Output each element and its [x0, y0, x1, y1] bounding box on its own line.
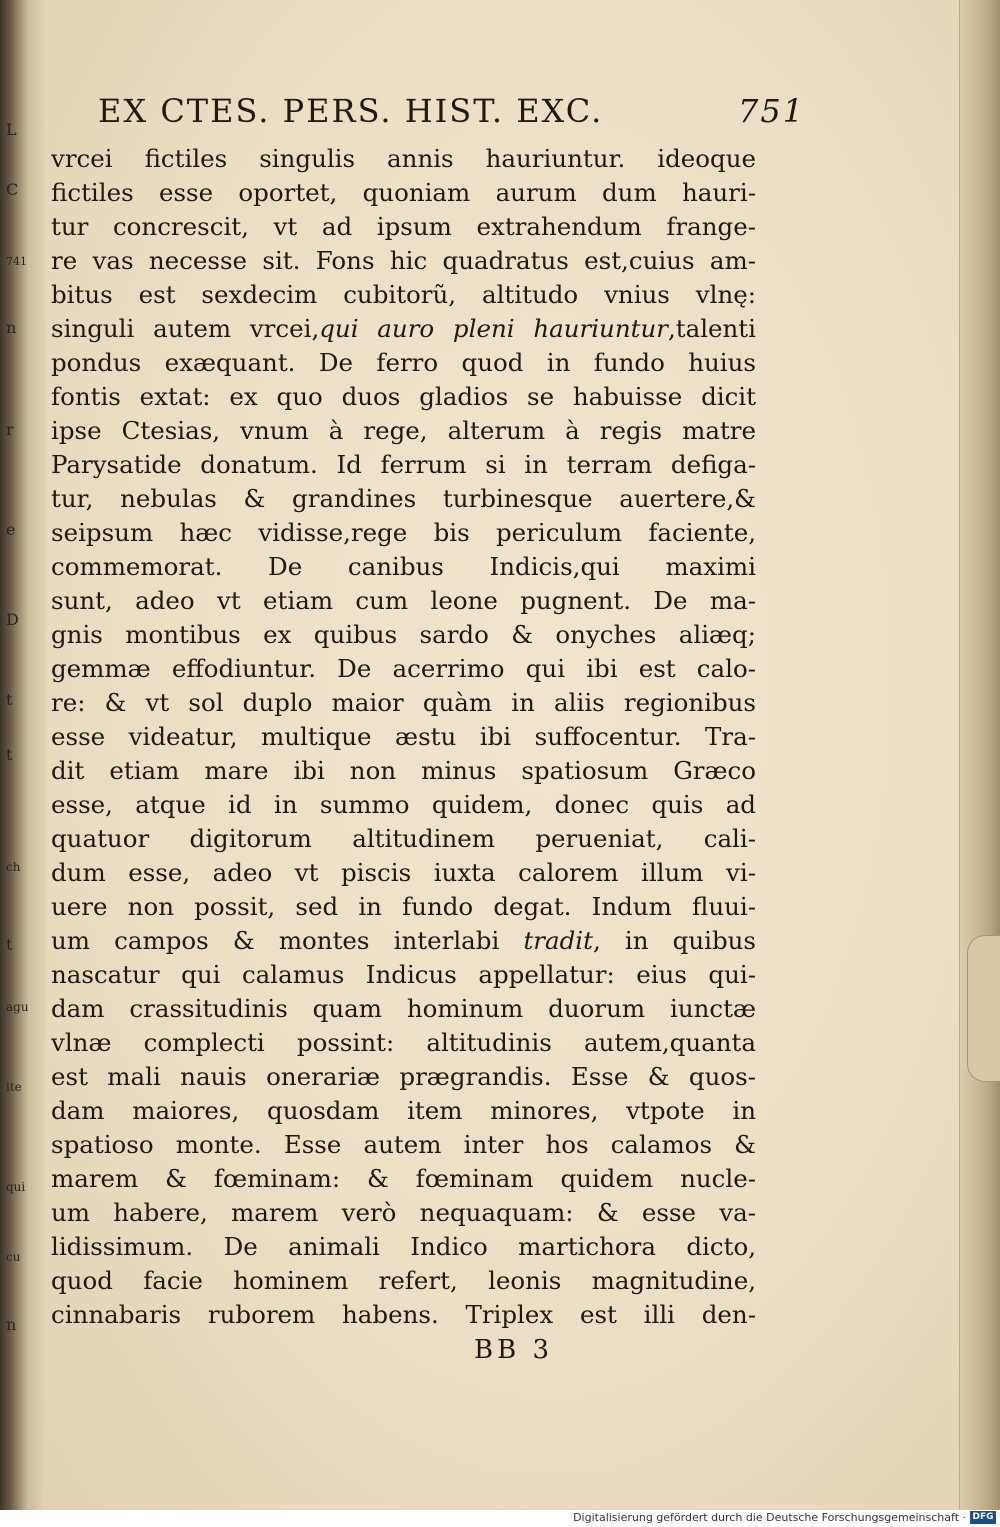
margin-fragment: r	[6, 420, 14, 439]
text-line: commemorat. De canibus Indicis,qui maximi	[51, 552, 756, 581]
footer-bar	[0, 1510, 1000, 1527]
text-line: dum esse, adeo vt piscis iuxta calorem illum vi-	[51, 858, 756, 887]
text-line: sunt, adeo vt etiam cum leone pugnent. De ma-	[51, 586, 756, 615]
text-line: vrcei fictiles singulis annis hauriuntur. ideoque	[51, 144, 756, 173]
text-line: um habere, marem verò nequaquam: & esse va-	[51, 1198, 756, 1227]
margin-fragment: t	[6, 745, 13, 764]
text-line: quod facie hominem refert, leonis magnitudine,	[51, 1266, 756, 1295]
margin-fragment: D	[6, 610, 19, 629]
text-line: re: & vt sol duplo maior quàm in aliis regionibus	[51, 688, 756, 717]
text-line: Parysatide donatum. Id ferrum si in terram defiga-	[51, 450, 756, 479]
text-line: quatuor digitorum altitudinem perueniat, cali-	[51, 824, 756, 853]
text-line: uere non possit, sed in fundo degat. Indum fluui-	[51, 892, 756, 921]
margin-fragment: t	[6, 935, 13, 954]
text-line: fontis extat: ex quo duos gladios se habuisse dicit	[51, 382, 756, 411]
text-line: est mali nauis onerariæ prægrandis. Esse & quos-	[51, 1062, 756, 1091]
text-line: tur, nebulas & grandines turbinesque auertere,&	[51, 484, 756, 513]
margin-fragment: n	[6, 1315, 17, 1334]
margin-fragment: L	[6, 120, 17, 139]
text-line: spatioso monte. Esse autem inter hos calamos &	[51, 1130, 756, 1159]
body-text	[51, 142, 756, 1332]
previous-page-margin	[2, 0, 30, 1510]
text-line: bitus est sexdecim cubitorũ, altitudo vnius vlnę:	[51, 280, 756, 309]
text-line: gemmæ effodiuntur. De acerrimo qui ibi est calo-	[51, 654, 756, 683]
margin-fragment: ch	[6, 860, 21, 874]
text-line: pondus exæquant. De ferro quod in fundo huius	[51, 348, 756, 377]
margin-fragment: cu	[6, 1250, 21, 1264]
text-line: cinnabaris ruborem habens. Triplex est illi den-	[51, 1300, 756, 1329]
margin-fragment: qui	[6, 1180, 26, 1194]
margin-fragment: 741	[6, 255, 27, 268]
text-line: gnis montibus ex quibus sardo & onyches aliæq;	[51, 620, 756, 649]
funding-credit: Digitalisierung gefördert durch die Deutsche Forschungsgemeinschaft ·	[573, 1511, 966, 1524]
text-line: re vas necesse sit. Fons hic quadratus est,cuius am-	[51, 246, 756, 275]
running-head-title: EX CTES. PERS. HIST. EXC.	[98, 92, 604, 130]
text-line: esse videatur, multique æstu ibi suffocentur. Tra-	[51, 722, 756, 751]
page-edge-stack	[959, 0, 1000, 1510]
margin-fragment: e	[6, 520, 16, 539]
dfg-logo-icon: DFG	[970, 1511, 996, 1524]
text-line: dam crassitudinis quam hominum duorum iunctæ	[51, 994, 756, 1023]
text-line: dam maiores, quosdam item minores, vtpote in	[51, 1096, 756, 1125]
page-gutter	[30, 0, 47, 1510]
text-line: um campos & montes interlabi tradit, in quibus	[51, 926, 756, 955]
text-line: lidissimum. De animali Indico martichora dicto,	[51, 1232, 756, 1261]
margin-fragment: agu	[6, 1000, 29, 1014]
page-edge-tab	[967, 935, 1000, 1082]
page-number: 751	[738, 92, 806, 130]
margin-fragment: n	[6, 318, 17, 337]
text-line: tur concrescit, vt ad ipsum extrahendum frange-	[51, 212, 756, 241]
running-head	[98, 92, 818, 142]
text-line: marem & fœminam: & fœminam quidem nucle-	[51, 1164, 756, 1193]
text-line: esse, atque id in summo quidem, donec quis ad	[51, 790, 756, 819]
book-page	[46, 0, 960, 1510]
text-line: singuli autem vrcei,qui auro pleni hauriuntur,talenti	[51, 314, 756, 343]
text-line: seipsum hæc vidisse,rege bis periculum faciente,	[51, 518, 756, 547]
margin-fragment: t	[6, 690, 13, 709]
text-line: vlnæ complecti possint: altitudinis autem,quanta	[51, 1028, 756, 1057]
text-line: fictiles esse oportet, quoniam aurum dum hauri-	[51, 178, 756, 207]
margin-fragment: C	[6, 180, 19, 199]
text-line: ipse Ctesias, vnum à rege, alterum à regis matre	[51, 416, 756, 445]
text-line: dit etiam mare ibi non minus spatiosum Græco	[51, 756, 756, 785]
signature-mark: BB 3	[474, 1335, 554, 1365]
margin-fragment: ite	[6, 1080, 22, 1094]
text-line: nascatur qui calamus Indicus appellatur: eius qui-	[51, 960, 756, 989]
